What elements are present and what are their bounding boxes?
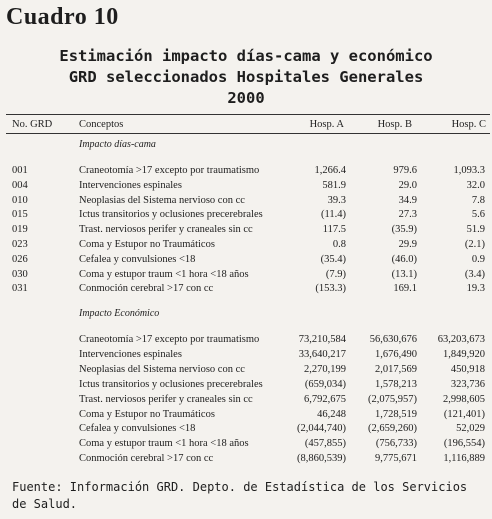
hosp-a-value: (7.9) xyxy=(325,268,346,280)
hosp-a-value: 39.3 xyxy=(327,194,346,206)
hosp-c-value: 0.9 xyxy=(471,253,485,265)
hosp-c-value: 1,849,920 xyxy=(443,348,485,360)
hosp-c-value: 1,093.3 xyxy=(453,165,485,176)
hosp-c-value: (121,401) xyxy=(443,408,485,420)
title-line-1: Estimación impacto días-cama y económico xyxy=(59,47,433,65)
hosp-c-value: 323,736 xyxy=(450,378,485,390)
hosp-a-value: (2,044,740) xyxy=(297,423,346,435)
grd-code: 010 xyxy=(12,194,28,206)
hosp-c-value: 1,116,889 xyxy=(443,453,485,465)
hosp-c-value: 450,918 xyxy=(450,363,485,375)
hosp-b-value: 169.1 xyxy=(393,283,417,295)
concept: Neoplasias del Sistema nervioso con cc xyxy=(79,194,245,206)
hosp-b-value: (46.0) xyxy=(391,253,417,265)
header-conceptos: Conceptos xyxy=(79,119,124,130)
hosp-a-value: (8,860,539) xyxy=(297,453,346,465)
grd-code: 026 xyxy=(12,253,28,265)
hosp-b-value: 9,775,671 xyxy=(375,453,417,465)
grd-code: 030 xyxy=(12,268,28,280)
header-hosp-a: Hosp. A xyxy=(309,119,344,130)
hosp-b-value: (35.9) xyxy=(391,224,417,236)
hosp-a-value: 2,270,199 xyxy=(304,363,346,375)
hosp-a-value: (659,034) xyxy=(304,378,346,390)
section-label-text: Impacto días-cama xyxy=(79,139,156,150)
hosp-a-value: (457,855) xyxy=(304,438,346,450)
hosp-c-value: 2,998,605 xyxy=(443,393,485,405)
hosp-a-value: (153.3) xyxy=(315,283,346,295)
concept: Craneotomía >17 excepto por traumatismo xyxy=(79,165,260,176)
hosp-c-value: (2.1) xyxy=(464,239,485,250)
concept: Ictus transitorios y oclusiones precerebrales xyxy=(79,378,263,390)
header-rule xyxy=(6,133,490,134)
grd-code: 023 xyxy=(12,239,28,250)
hosp-b-value: (13.1) xyxy=(391,268,417,280)
hosp-b-value: 979.6 xyxy=(393,165,417,176)
concept: Conmoción cerebral >17 con cc xyxy=(79,283,214,295)
hosp-a-value: 73,210,584 xyxy=(298,334,346,345)
header-no-grd: No. GRD xyxy=(12,119,53,130)
concept: Coma y estupor traum <1 hora <18 años xyxy=(79,268,249,280)
top-rule xyxy=(6,114,490,115)
source-footer: Fuente: Información GRD. Depto. de Estadística de los Servicios de Salud. xyxy=(12,480,468,511)
hosp-b-value: (756,733) xyxy=(375,438,417,450)
hosp-a-value: 117.5 xyxy=(322,224,346,236)
concept: Cefalea y convulsiones <18 xyxy=(79,423,196,435)
table-number: Cuadro 10 xyxy=(6,4,119,30)
grd-code: 001 xyxy=(12,165,28,176)
hosp-b-value: 2,017,569 xyxy=(375,363,417,375)
header-hosp-c: Hosp. C xyxy=(451,119,486,130)
concept: Ictus transitorios y oclusiones precerebrales xyxy=(79,209,263,221)
grd-code: 031 xyxy=(12,283,28,295)
header-hosp-b: Hosp. B xyxy=(377,119,412,130)
hosp-b-value: 29.0 xyxy=(398,179,417,191)
hosp-b-value: (2,075,957) xyxy=(368,393,417,405)
hosp-a-value: 33,640,217 xyxy=(298,348,346,360)
hosp-a-value: (11.4) xyxy=(321,209,346,221)
hosp-a-value: 46,248 xyxy=(317,408,346,420)
title-line-3: 2000 xyxy=(227,89,265,107)
concept: Coma y Estupor no Traumáticos xyxy=(79,408,215,420)
grd-code: 019 xyxy=(12,224,28,236)
section-label-text: Impacto Económico xyxy=(79,308,160,319)
hosp-b-value: 29.9 xyxy=(398,239,417,250)
grd-code: 004 xyxy=(12,179,28,191)
hosp-c-value: 51.9 xyxy=(466,224,485,236)
concept: Conmoción cerebral >17 con cc xyxy=(79,453,214,465)
hosp-c-value: 5.6 xyxy=(471,209,485,221)
concept: Coma y estupor traum <1 hora <18 años xyxy=(79,438,249,450)
hosp-a-value: (35.4) xyxy=(320,253,346,265)
concept: Cefalea y convulsiones <18 xyxy=(79,253,196,265)
hosp-a-value: 1,266.4 xyxy=(314,165,346,176)
table-title xyxy=(0,46,492,109)
hosp-c-value: (3.4) xyxy=(464,268,485,280)
hosp-b-value: 56,630,676 xyxy=(369,334,417,345)
hosp-b-value: 27.3 xyxy=(398,209,417,221)
concept: Intervenciones espinales xyxy=(79,179,182,191)
hosp-a-value: 6,792,675 xyxy=(304,393,346,405)
grd-code: 015 xyxy=(12,209,28,221)
concept: Trast. nerviosos perifer y craneales sin cc xyxy=(79,393,253,405)
title-line-2: GRD seleccionados Hospitales Generales xyxy=(68,68,424,86)
hosp-c-value: 7.8 xyxy=(471,194,485,206)
concept: Craneotomía >17 excepto por traumatismo xyxy=(79,334,260,345)
concept: Trast. nerviosos perifer y craneales sin cc xyxy=(79,224,253,236)
hosp-b-value: 1,728,519 xyxy=(375,408,417,420)
hosp-b-value: 1,578,213 xyxy=(375,378,417,390)
hosp-c-value: 52,029 xyxy=(456,423,485,435)
hosp-c-value: (196,554) xyxy=(443,438,485,450)
hosp-b-value: 34.9 xyxy=(398,194,417,206)
hosp-c-value: 19.3 xyxy=(466,283,485,295)
hosp-c-value: 63,203,673 xyxy=(437,334,485,345)
concept: Neoplasias del Sistema nervioso con cc xyxy=(79,363,245,375)
hosp-a-value: 0.8 xyxy=(332,239,346,250)
hosp-a-value: 581.9 xyxy=(322,179,346,191)
hosp-b-value: (2,659,260) xyxy=(368,423,417,435)
concept: Intervenciones espinales xyxy=(79,348,182,360)
hosp-b-value: 1,676,490 xyxy=(375,348,417,360)
concept: Coma y Estupor no Traumáticos xyxy=(79,239,215,250)
hosp-c-value: 32.0 xyxy=(466,179,485,191)
